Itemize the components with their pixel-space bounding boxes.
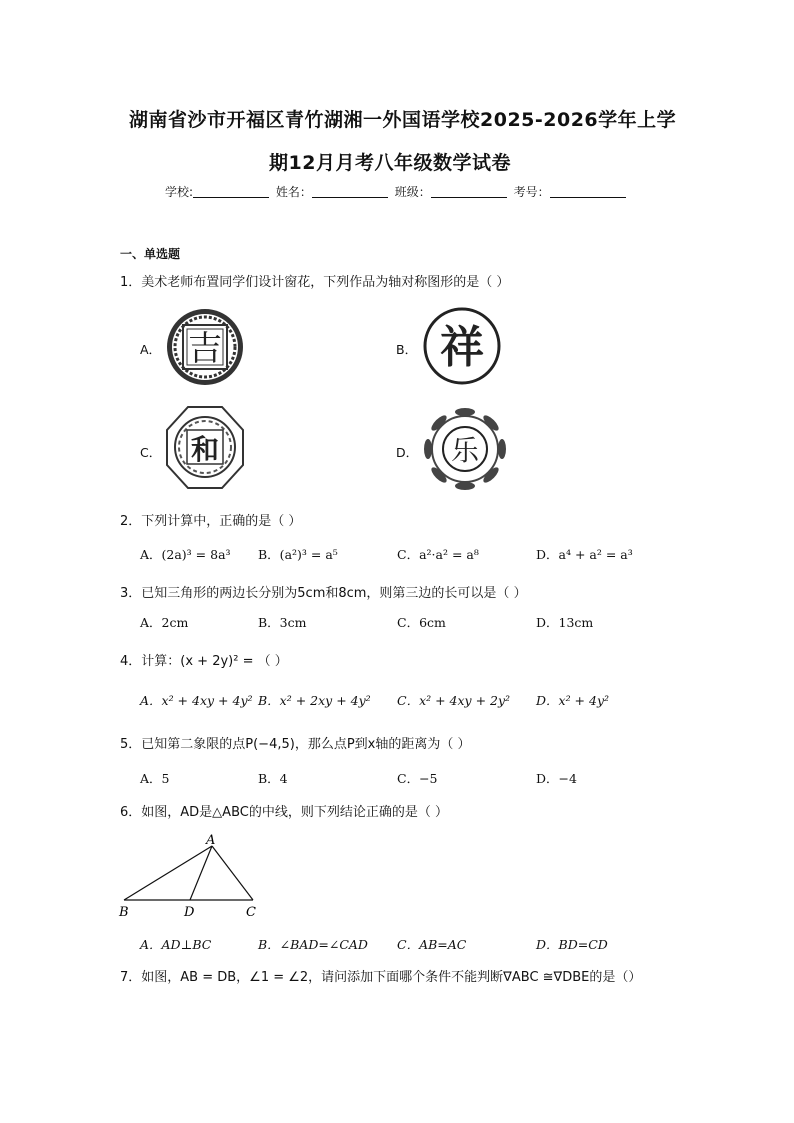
q6-option-d[interactable]: D．BD=CD bbox=[536, 937, 608, 952]
q1-option-b-image bbox=[422, 306, 502, 386]
q1-char-c: 和 bbox=[190, 433, 220, 466]
q5-option-c[interactable]: C．−5 bbox=[397, 771, 438, 786]
q6-option-b[interactable]: B．∠BAD=∠CAD bbox=[258, 937, 368, 952]
q2-option-c[interactable]: C．a²·a² = a⁸ bbox=[397, 547, 479, 562]
name-blank[interactable] bbox=[312, 185, 388, 198]
q7-stem: 7．如图，AB = DB，∠1 = ∠2，请问添加下面哪个条件不能判断∇ABC ≅∇DBE的是（） bbox=[120, 970, 642, 985]
q5-option-a[interactable]: A．5 bbox=[140, 771, 170, 786]
vertex-label-d: D bbox=[184, 905, 195, 920]
name-field-label: 姓名： bbox=[275, 185, 312, 199]
q2-option-b[interactable]: B．(a²)³ = a⁵ bbox=[258, 547, 338, 562]
q3-option-b[interactable]: B．3cm bbox=[258, 615, 307, 630]
exam-no-blank[interactable] bbox=[550, 185, 626, 198]
q1-char-d: 乐 bbox=[450, 434, 480, 467]
q1-option-b-label: B． bbox=[396, 342, 418, 357]
q1-option-d-label: D． bbox=[396, 445, 419, 460]
vertex-label-a: A bbox=[206, 833, 216, 848]
q4-option-d[interactable]: D．x² + 4y² bbox=[536, 693, 610, 708]
q4-option-a[interactable]: A．x² + 4xy + 4y² bbox=[140, 693, 253, 708]
q6-option-c[interactable]: C．AB=AC bbox=[397, 937, 467, 952]
q4-stem: 4．计算：(x + 2y)² = （ ） bbox=[120, 654, 288, 669]
vertex-label-c: C bbox=[246, 905, 256, 920]
doc-title-line2: 期12月月考八年级数学试卷 bbox=[269, 152, 511, 174]
q4-option-b[interactable]: B．x² + 2xy + 4y² bbox=[258, 693, 371, 708]
q4-option-c[interactable]: C．x² + 4xy + 2y² bbox=[397, 693, 511, 708]
class-field-label: 班级： bbox=[394, 185, 431, 199]
q1-option-a-image bbox=[165, 307, 245, 387]
q5-option-b[interactable]: B．4 bbox=[258, 771, 288, 786]
q6-triangle-figure bbox=[114, 832, 266, 922]
q1-char-b: 祥 bbox=[440, 322, 484, 373]
q3-stem: 3．已知三角形的两边长分别为5cm和8cm，则第三边的长可以是（ ） bbox=[120, 586, 527, 601]
q1-option-d-image bbox=[422, 406, 508, 492]
q6-stem: 6．如图，AD是△ABC的中线，则下列结论正确的是（ ） bbox=[120, 805, 448, 820]
q1-stem: 1．美术老师布置同学们设计窗花，下列作品为轴对称图形的是（ ） bbox=[120, 275, 510, 290]
school-blank[interactable] bbox=[193, 185, 269, 198]
q5-option-d[interactable]: D．−4 bbox=[536, 771, 577, 786]
q1-char-a: 吉 bbox=[188, 329, 222, 369]
q3-option-c[interactable]: C．6cm bbox=[397, 615, 446, 630]
school-field-label: 学校: bbox=[165, 185, 194, 199]
q1-option-c-image bbox=[165, 405, 245, 490]
q2-stem: 2．下列计算中，正确的是（ ） bbox=[120, 514, 302, 529]
doc-title-line1: 湖南省沙市开福区青竹湖湘一外国语学校2025-2026学年上学 bbox=[129, 109, 677, 131]
q5-stem: 5．已知第二象限的点P(−4,5)，那么点P到x轴的距离为（ ） bbox=[120, 737, 471, 752]
class-blank[interactable] bbox=[431, 185, 507, 198]
q3-option-a[interactable]: A．2cm bbox=[140, 615, 189, 630]
q2-option-a[interactable]: A．(2a)³ = 8a³ bbox=[140, 547, 231, 562]
q6-option-a[interactable]: A．AD⊥BC bbox=[140, 937, 212, 952]
q1-option-c-label: C． bbox=[140, 445, 162, 460]
q2-option-d[interactable]: D．a⁴ + a² = a³ bbox=[536, 547, 633, 562]
student-info-line bbox=[165, 183, 629, 200]
q1-option-a-label: A． bbox=[140, 342, 162, 357]
vertex-label-b: B bbox=[119, 905, 129, 920]
exam-no-field-label: 考号： bbox=[513, 185, 550, 199]
section-header: 一、单选题 bbox=[120, 247, 181, 261]
q3-option-d[interactable]: D．13cm bbox=[536, 615, 594, 630]
